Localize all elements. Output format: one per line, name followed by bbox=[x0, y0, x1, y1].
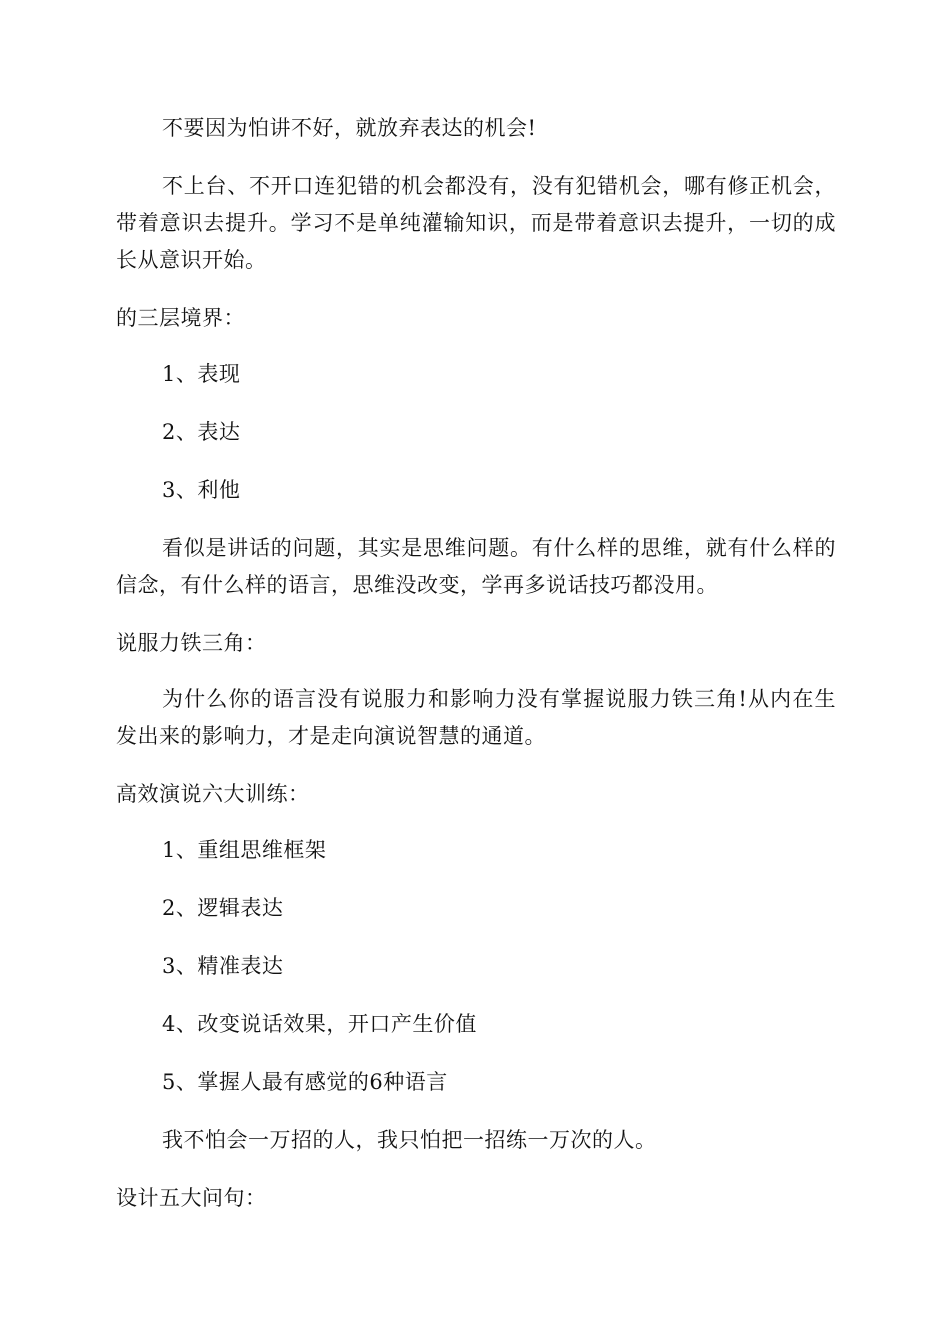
para-practice: 我不怕会一万招的人，我只怕把一招练一万次的人。 bbox=[162, 1128, 657, 1152]
list-item-3: 3、利他 bbox=[162, 478, 241, 502]
list-item-precise: 3、精准表达 bbox=[162, 954, 284, 978]
list-item-logic: 2、逻辑表达 bbox=[162, 896, 284, 920]
para-thinking: 看似是讲话的问题，其实是思维问题。有什么样的思维，就有什么样的信念，有什么样的语言，思维没改变，学再多说话技巧都没用。 bbox=[116, 536, 836, 597]
para-persuasion: 为什么你的语言没有说服力和影响力没有掌握说服力铁三角!从内在生发出来的影响力，才是走向演说智慧的通道。 bbox=[116, 687, 836, 748]
heading-five-questions: 设计五大问句： bbox=[116, 1186, 267, 1210]
list-item-restructure: 1、重组思维框架 bbox=[162, 838, 327, 862]
para-give-up-chance: 不要因为怕讲不好，就放弃表达的机会! bbox=[162, 116, 537, 140]
document-body bbox=[116, 110, 836, 1236]
heading-six-trainings: 高效演说六大训练： bbox=[116, 782, 310, 806]
list-item-six-languages: 5、掌握人最有感觉的6种语言 bbox=[162, 1070, 448, 1094]
list-item-2: 2、表达 bbox=[162, 420, 241, 444]
para-not-on-stage: 不上台、不开口连犯错的机会都没有，没有犯错机会，哪有修正机会，带着意识去提升。学习不是单纯灌输知识，而是带着意识去提升，一切的成长从意识开始。 bbox=[116, 174, 836, 272]
heading-persuasion-triangle: 说服力铁三角： bbox=[116, 631, 267, 655]
list-item-1: 1、表现 bbox=[162, 362, 241, 386]
list-item-effect: 4、改变说话效果，开口产生价值 bbox=[162, 1012, 477, 1036]
heading-three-levels: 的三层境界： bbox=[116, 306, 245, 330]
